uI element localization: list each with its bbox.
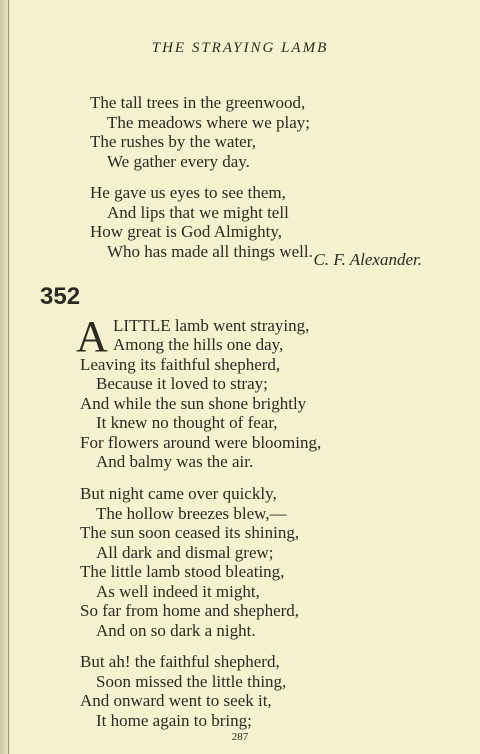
verse-line: So far from home and shepherd, xyxy=(80,601,300,620)
page-gutter-line xyxy=(8,0,9,754)
verse-line: The rushes by the water, xyxy=(90,132,256,151)
verse-line: The sun soon ceased its shining, xyxy=(80,523,300,542)
verse-line: He gave us eyes to see them, xyxy=(90,183,286,202)
verse-line: And while the sun shone brightly xyxy=(80,394,307,413)
verse-line: And onward went to seek it, xyxy=(80,691,272,710)
verse-line: But ah! the faithful shepherd, xyxy=(80,652,280,671)
verse-line: Because it loved to stray; xyxy=(96,374,268,393)
verse-line: It knew no thought of fear, xyxy=(96,413,278,432)
verse-line: And lips that we might tell xyxy=(107,203,289,222)
running-head: THE STRAYING LAMB xyxy=(151,40,329,56)
verse-line: The meadows where we play; xyxy=(107,113,310,132)
verse-line: It home again to bring; xyxy=(96,711,252,730)
author-attribution: C. F. Alexander. xyxy=(313,250,422,269)
verse-line: Among the hills one day, xyxy=(113,335,284,354)
verse-line: For flowers around were blooming, xyxy=(80,433,322,452)
verse-line: LITTLE lamb went straying, xyxy=(113,316,310,335)
drop-cap: A xyxy=(76,312,108,361)
verse-line: The hollow breezes blew,— xyxy=(96,504,287,523)
verse-line: And on so dark a night. xyxy=(96,621,256,640)
verse-line: The little lamb stood bleating, xyxy=(80,562,285,581)
page-number: 287 xyxy=(231,731,249,743)
verse-line: And balmy was the air. xyxy=(96,452,254,471)
verse-line: As well indeed it might, xyxy=(96,582,260,601)
verse-line: All dark and dismal grew; xyxy=(96,543,274,562)
verse-line: But night came over quickly, xyxy=(80,484,277,503)
verse-line: The tall trees in the greenwood, xyxy=(90,93,306,112)
verse-line: We gather every day. xyxy=(107,152,250,171)
verse-line: Who has made all things well. xyxy=(107,242,313,261)
verse-line: How great is God Almighty, xyxy=(90,222,283,241)
verse-line: Soon missed the little thing, xyxy=(96,672,287,691)
verse-line: Leaving its faithful shepherd, xyxy=(80,355,281,374)
hymn-number: 352 xyxy=(40,283,81,310)
